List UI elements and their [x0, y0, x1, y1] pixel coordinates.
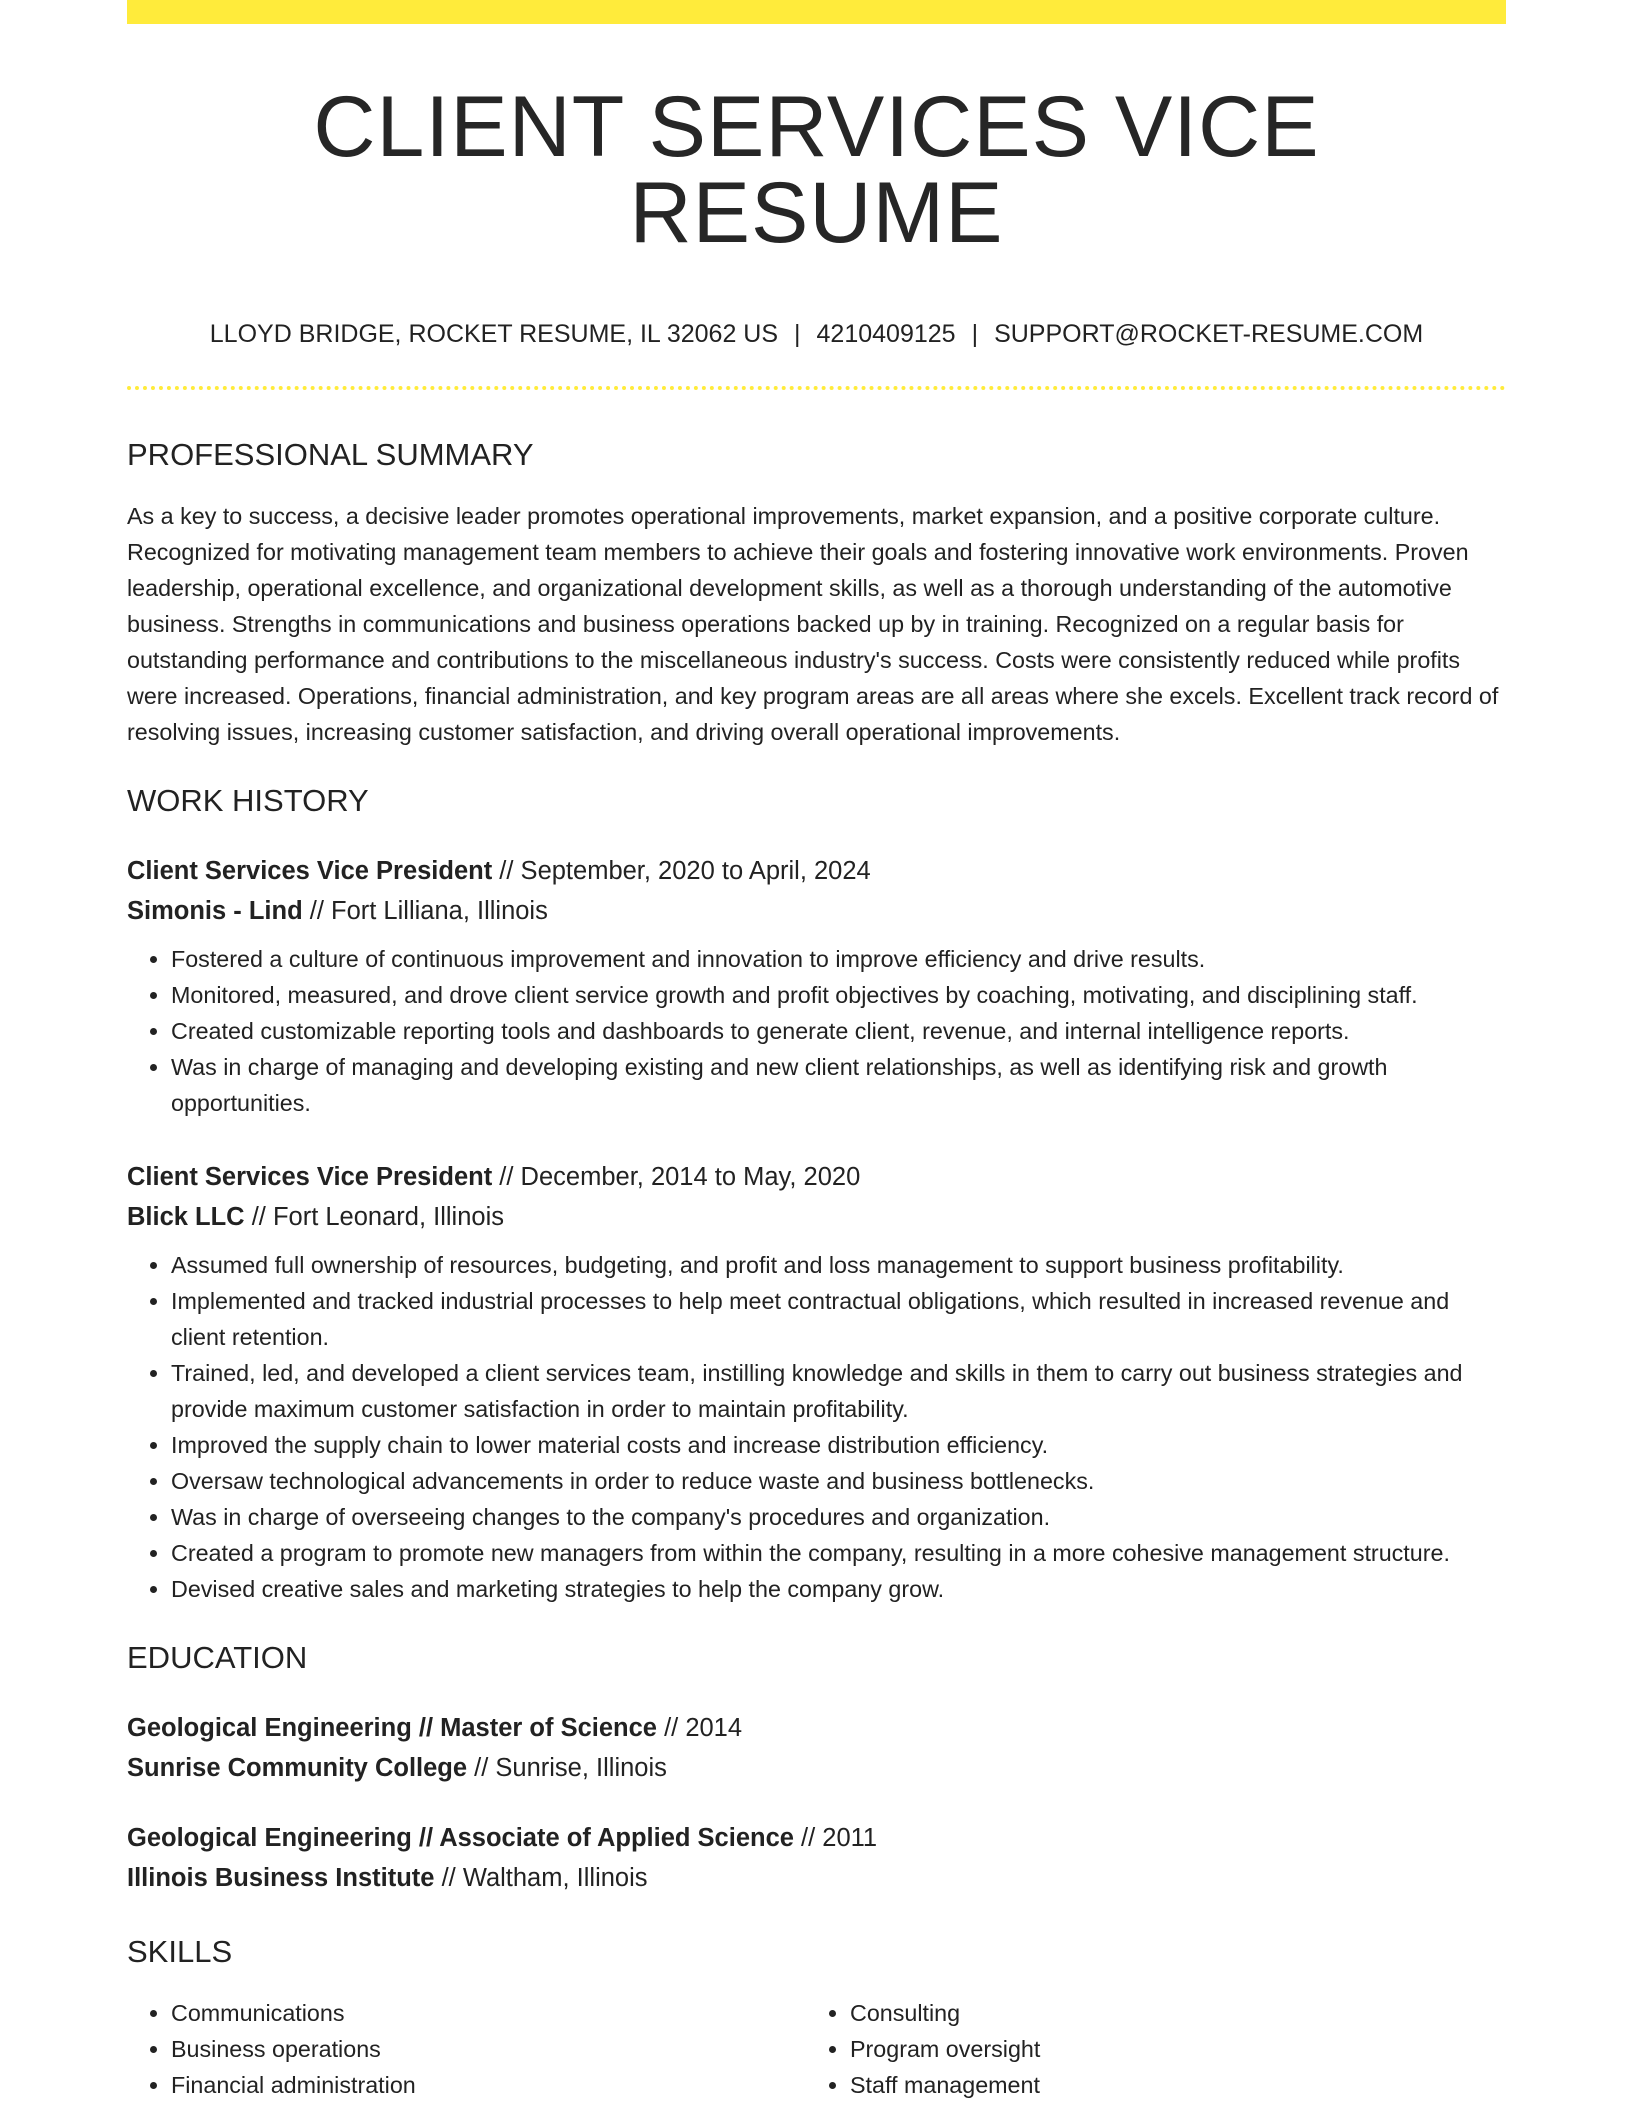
list-item: • Devised creative sales and marketing strategies to help the company grow.: [171, 1571, 1506, 1607]
skill-item: • Communications: [171, 1995, 806, 2031]
degree-line: [127, 1818, 1506, 1858]
job-company: Simonis - Lind: [127, 897, 303, 925]
list-item: • Was in charge of managing and developing existing and new client relationships, as well as identifying risk and growth opportunities.: [171, 1049, 1506, 1121]
contact-phone: 4210409125: [816, 320, 956, 348]
contact-email: SUPPORT@ROCKET-RESUME.COM: [994, 320, 1424, 348]
school-line: [127, 1858, 1506, 1898]
resume-title: CLIENT SERVICES VICE RESUME: [313, 79, 1320, 261]
skill-item: • Consulting: [850, 1995, 1490, 2031]
contact-separator: |: [794, 320, 801, 348]
contact-line: [127, 322, 1506, 347]
skills-grid: [127, 1995, 1506, 2103]
skill-item: • Business operations: [171, 2031, 806, 2067]
job-bullets: [127, 941, 1506, 1121]
job-dates: // December, 2014 to May, 2020: [492, 1163, 861, 1191]
resume-page: [127, 0, 1506, 2103]
contact-separator: |: [971, 320, 979, 348]
degree: Geological Engineering // Associate of Applied Science: [127, 1824, 794, 1852]
job-company: Blick LLC: [127, 1203, 245, 1231]
job-entry: [127, 1157, 1506, 1607]
summary-text: As a key to success, a decisive leader promotes operational improvements, market expansion, and a positive corporate culture. Recognized for motivating management team members to achieve their goals and fostering innovative work environments. Proven leadership, operational excellence, and organizational development skills, as well as a thorough understanding of the automotive business. Strengths in communications and business operations backed up by in training. Recognized on a regular basis for outstanding performance and contributions to the miscellaneous industry's success. Costs were consistently reduced while profits were increased. Operations, financial administration, and key program areas are all areas where she excels. Excellent track record of resolving issues, increasing customer satisfaction, and driving overall operational improvements.: [127, 503, 1499, 745]
accent-top-bar: [127, 0, 1506, 24]
dotted-divider: [127, 386, 1506, 390]
job-dates: // September, 2020 to April, 2024: [492, 857, 871, 885]
education-heading: EDUCATION: [127, 1640, 308, 1675]
summary-heading: PROFESSIONAL SUMMARY: [127, 437, 534, 472]
skill-item: • Staff management: [850, 2067, 1490, 2103]
job-title-line: [127, 1157, 1506, 1197]
list-item: • Was in charge of overseeing changes to the company's procedures and organization.: [171, 1499, 1506, 1535]
job-title-line: [127, 851, 1506, 891]
list-item: • Improved the supply chain to lower material costs and increase distribution efficiency.: [171, 1427, 1506, 1463]
list-item: • Assumed full ownership of resources, budgeting, and profit and loss management to support business profitability.: [171, 1247, 1506, 1283]
degree-line: [127, 1708, 1506, 1748]
job-company-line: [127, 891, 1506, 931]
school: Illinois Business Institute: [127, 1864, 435, 1892]
school-location: // Waltham, Illinois: [434, 1864, 648, 1892]
education-entry: [127, 1818, 1506, 1898]
job-location: // Fort Lilliana, Illinois: [302, 897, 548, 925]
list-item: • Created customizable reporting tools and dashboards to generate client, revenue, and internal intelligence reports.: [171, 1013, 1506, 1049]
list-item: • Trained, led, and developed a client services team, instilling knowledge and skills in them to carry out business strategies and provide maximum customer satisfaction in order to maintain profitability.: [171, 1355, 1506, 1427]
school-location: // Sunrise, Illinois: [467, 1754, 667, 1782]
skill-item: • Program oversight: [850, 2031, 1490, 2067]
list-item: • Monitored, measured, and drove client service growth and profit objectives by coaching, motivating, and disciplining staff.: [171, 977, 1506, 1013]
skills-right-column: [806, 1995, 1490, 2103]
job-company-line: [127, 1197, 1506, 1237]
job-entry: [127, 851, 1506, 1121]
school-line: [127, 1748, 1506, 1788]
school: Sunrise Community College: [127, 1754, 468, 1782]
job-title: Client Services Vice President: [127, 857, 493, 885]
skill-item: • Financial administration: [171, 2067, 806, 2103]
degree: Geological Engineering // Master of Science: [127, 1714, 657, 1742]
job-title: Client Services Vice President: [127, 1163, 493, 1191]
list-item: • Implemented and tracked industrial processes to help meet contractual obligations, which resulted in increased revenue and client retention.: [171, 1283, 1506, 1355]
list-item: • Created a program to promote new managers from within the company, resulting in a more cohesive management structure.: [171, 1535, 1506, 1571]
skills-left-column: [127, 1995, 806, 2103]
degree-year: // 2014: [656, 1714, 743, 1742]
job-location: // Fort Leonard, Illinois: [244, 1203, 504, 1231]
degree-year: // 2011: [793, 1824, 878, 1852]
contact-address: LLOYD BRIDGE, ROCKET RESUME, IL 32062 US: [209, 320, 779, 348]
list-item: • Oversaw technological advancements in order to reduce waste and business bottlenecks.: [171, 1463, 1506, 1499]
list-item: • Fostered a culture of continuous improvement and innovation to improve efficiency and drive results.: [171, 941, 1506, 977]
education-entry: [127, 1708, 1506, 1788]
skills-heading: SKILLS: [127, 1934, 233, 1969]
work-history-heading: WORK HISTORY: [127, 783, 369, 818]
job-bullets: [127, 1247, 1506, 1607]
